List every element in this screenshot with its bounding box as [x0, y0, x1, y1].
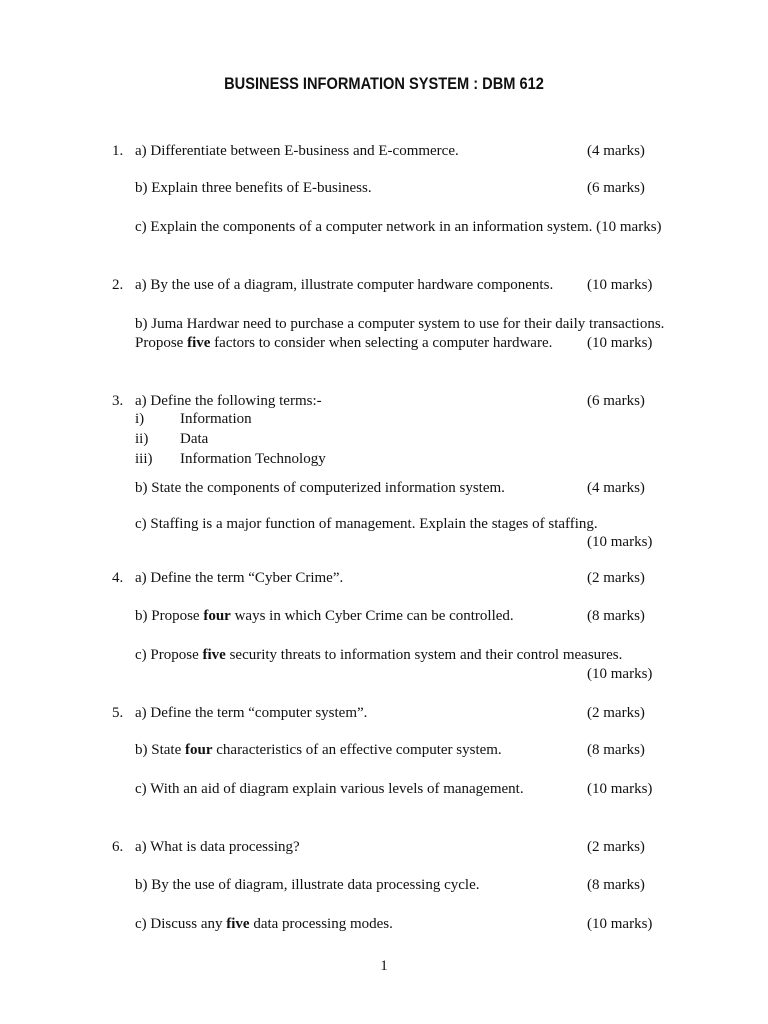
- marks-label: (2 marks): [587, 839, 645, 855]
- question-3-c: [0, 514, 768, 534]
- emphasis-text: five: [202, 647, 226, 663]
- question-text: a) Differentiate between E-business and E-commerce.: [135, 143, 459, 159]
- marks-label: (8 marks): [587, 742, 645, 758]
- page-title: BUSINESS INFORMATION SYSTEM : DBM 612: [224, 74, 544, 93]
- term-text: Data: [180, 431, 209, 447]
- question-6-b: [0, 875, 768, 895]
- emphasis-text: five: [187, 335, 211, 351]
- question-text: a) What is data processing?: [135, 839, 300, 855]
- question-text: c) Explain the components of a computer network in an information system. (10 marks): [135, 219, 662, 235]
- text-part: c) Propose: [135, 647, 203, 663]
- marks-label: (2 marks): [587, 570, 645, 586]
- question-1-a: [0, 141, 768, 161]
- question-4-c: [0, 645, 768, 665]
- marks-label: (6 marks): [587, 180, 645, 196]
- marks-label: (10 marks): [587, 781, 653, 797]
- marks-label: (8 marks): [587, 608, 645, 624]
- text-part: b) Propose: [135, 608, 204, 624]
- question-text: [135, 645, 622, 665]
- question-text: [135, 606, 514, 626]
- question-number: 4.: [112, 570, 124, 586]
- question-3-b: [0, 478, 768, 498]
- marks-label: (10 marks): [587, 916, 653, 932]
- question-2-a: [0, 275, 768, 295]
- question-number: 1.: [112, 143, 124, 159]
- text-part: factors to consider when selecting a computer hardware.: [210, 335, 553, 351]
- question-number: 3.: [112, 393, 124, 409]
- marks-label: (10 marks): [587, 277, 653, 293]
- question-number: 2.: [112, 277, 124, 293]
- text-part: ways in which Cyber Crime can be controlled.: [230, 608, 514, 624]
- marks-label: (8 marks): [587, 877, 645, 893]
- question-text: a) Define the term “computer system”.: [135, 705, 368, 721]
- text-part: c) Discuss any: [135, 916, 227, 932]
- term-numeral: i): [135, 411, 145, 427]
- question-text: c) Staffing is a major function of management. Explain the stages of staffing.: [135, 516, 598, 532]
- question-1-b: [0, 178, 768, 198]
- text-part: b) State: [135, 742, 185, 758]
- question-text: a) By the use of a diagram, illustrate computer hardware components.: [135, 277, 554, 293]
- question-4-a: [0, 568, 768, 588]
- question-5-b: [0, 740, 768, 760]
- question-text: [135, 914, 393, 934]
- question-6-c: [0, 914, 768, 934]
- text-part: data processing modes.: [249, 916, 393, 932]
- term-text: Information: [180, 411, 252, 427]
- question-5-a: [0, 703, 768, 723]
- question-text: a) Define the term “Cyber Crime”.: [135, 570, 344, 586]
- question-text: b) State the components of computerized information system.: [135, 480, 505, 496]
- question-3-a: [0, 391, 768, 411]
- question-4-c-marks: [0, 664, 768, 684]
- question-2-b-line2: [0, 333, 768, 353]
- marks-label: (2 marks): [587, 705, 645, 721]
- term-item: [0, 409, 768, 429]
- emphasis-text: four: [203, 608, 231, 624]
- term-numeral: ii): [135, 431, 149, 447]
- question-text: [135, 740, 502, 760]
- question-1-c: [0, 217, 768, 237]
- question-text: b) By the use of diagram, illustrate data processing cycle.: [135, 877, 480, 893]
- question-number: 6.: [112, 839, 124, 855]
- marks-label: (10 marks): [587, 534, 653, 550]
- text-part: Propose: [135, 335, 188, 351]
- question-number: 5.: [112, 705, 124, 721]
- question-4-b: [0, 606, 768, 626]
- term-item: [0, 449, 768, 469]
- question-text: b) Explain three benefits of E-business.: [135, 180, 372, 196]
- question-3-c-marks: [0, 532, 768, 552]
- emphasis-text: four: [185, 742, 213, 758]
- question-2-b-line1: [0, 314, 768, 334]
- text-part: security threats to information system and their control measures.: [225, 647, 623, 663]
- question-text: b) Juma Hardwar need to purchase a computer system to use for their daily transactions.: [135, 316, 665, 332]
- marks-label: (4 marks): [587, 480, 645, 496]
- marks-label: (4 marks): [587, 143, 645, 159]
- term-item: [0, 429, 768, 449]
- marks-label: (6 marks): [587, 393, 645, 409]
- text-part: characteristics of an effective computer system.: [212, 742, 502, 758]
- page-number: 1: [380, 958, 388, 974]
- question-text: c) With an aid of diagram explain various levels of management.: [135, 781, 524, 797]
- term-text: Information Technology: [180, 451, 326, 467]
- question-6-a: [0, 837, 768, 857]
- question-text: [135, 333, 552, 353]
- emphasis-text: five: [226, 916, 250, 932]
- term-numeral: iii): [135, 451, 153, 467]
- marks-label: (10 marks): [587, 335, 653, 351]
- marks-label: (10 marks): [587, 666, 653, 682]
- question-5-c: [0, 779, 768, 799]
- question-text: a) Define the following terms:-: [135, 393, 322, 409]
